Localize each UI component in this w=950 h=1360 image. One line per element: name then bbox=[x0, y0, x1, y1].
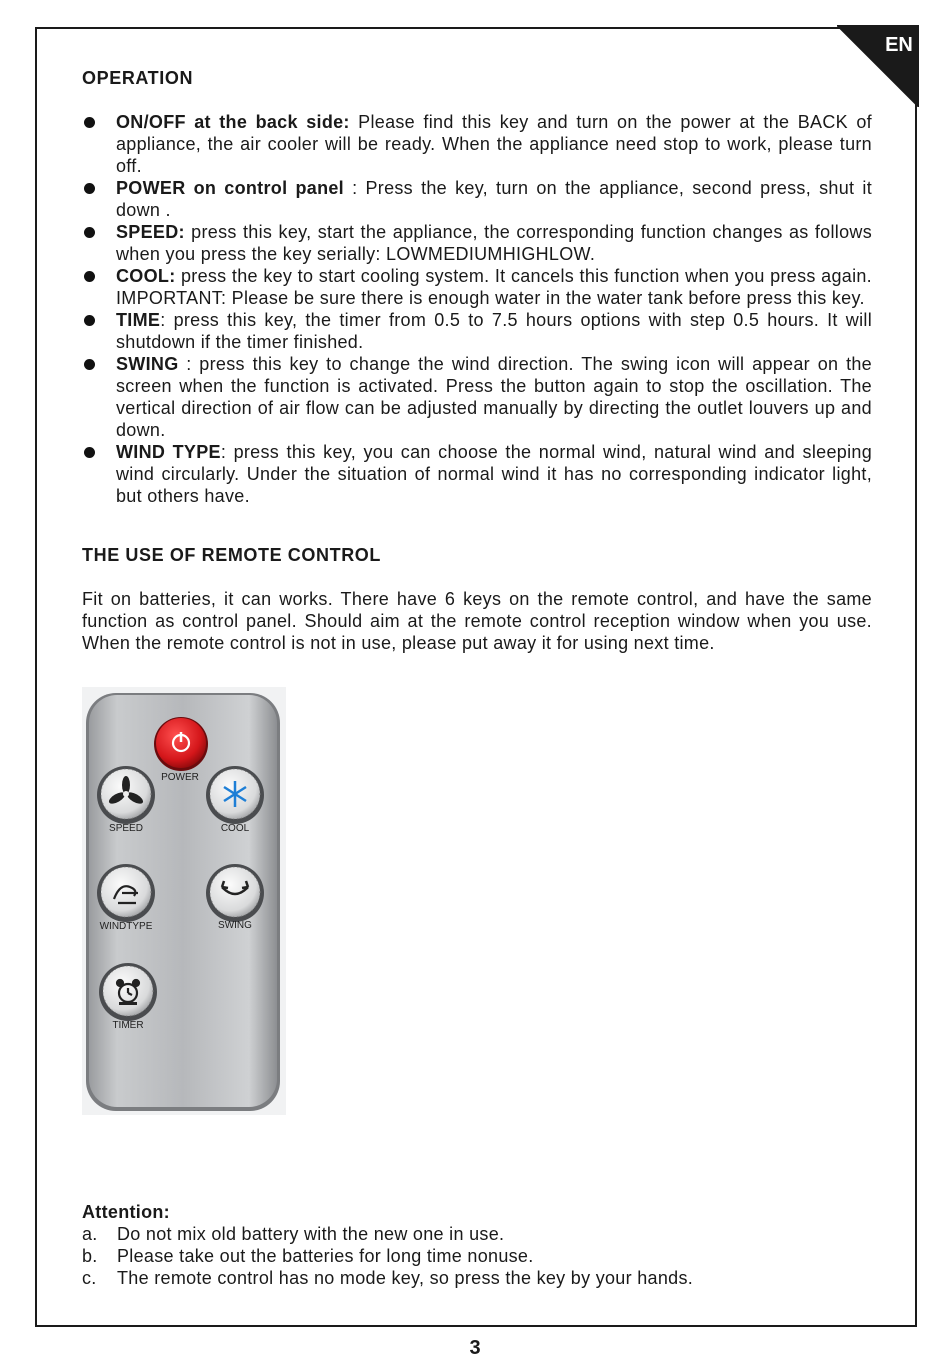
swing-button[interactable] bbox=[206, 864, 264, 922]
list-item: WIND TYPE: press this key, you can choose the normal wind, natural wind and sleeping wind circularly. Under the situation of normal wind it has no corresponding indicator light, but others have. bbox=[82, 441, 872, 507]
remote-control-photo bbox=[82, 687, 286, 1115]
remote-control-illustration bbox=[82, 687, 286, 1115]
list-item: c. The remote control has no mode key, so press the key by your hands. bbox=[82, 1268, 694, 1288]
attention-title: Attention: bbox=[82, 1202, 170, 1222]
list-item: SPEED: press this key, start the appliance, the corresponding function changes as follows when you press the key serially: LOWMEDIUMHIGHLOW. bbox=[82, 221, 872, 265]
bullet-icon bbox=[84, 447, 95, 458]
bullet-icon bbox=[84, 117, 95, 128]
page-number: 3 bbox=[469, 1337, 481, 1359]
cool-button[interactable] bbox=[206, 766, 264, 824]
bullet-icon bbox=[84, 315, 95, 326]
bullet-icon bbox=[84, 227, 95, 238]
list-item: POWER on control panel : Press the key, turn on the appliance, second press, shut it down . bbox=[82, 177, 872, 221]
attention-block bbox=[82, 1201, 872, 1289]
bullet-icon bbox=[84, 183, 95, 194]
timer-button[interactable] bbox=[99, 963, 157, 1021]
list-item: SWING : press this key to change the wind direction. The swing icon will appear on the screen when the function is activated. Press the button again to stop the oscillation. The vertical direction of air flow can be adjusted manually by directing the outlet louvers up and down. bbox=[82, 353, 872, 441]
remote-control-heading: THE USE OF REMOTE CONTROL bbox=[82, 545, 382, 565]
language-label: EN bbox=[885, 34, 913, 56]
power-label: POWER bbox=[161, 772, 199, 783]
list-item: TIME: press this key, the timer from 0.5 to 7.5 hours options with step 0.5 hours. It will shutdown if the timer finished. bbox=[82, 309, 872, 353]
power-button[interactable] bbox=[154, 717, 208, 771]
list-item: COOL: press the key to start cooling system. It cancels this function when you press again. IMPORTANT: Please be sure there is enough water in the water tank before press this key. bbox=[82, 265, 872, 309]
windtype-label: WINDTYPE bbox=[99, 921, 153, 932]
timer-label: TIMER bbox=[112, 1020, 144, 1031]
speed-label: SPEED bbox=[109, 823, 143, 834]
windtype-button[interactable] bbox=[97, 864, 155, 922]
list-item: b. Please take out the batteries for long time nonuse. bbox=[82, 1246, 534, 1266]
operation-heading: OPERATION bbox=[82, 68, 194, 88]
operation-list bbox=[82, 111, 872, 507]
remote-control-paragraph: Fit on batteries, it can works. There have 6 keys on the remote control, and have the same function as control panel. Should aim at the remote control reception window when you use. When the remote control is not in use, please put away it for using next time. bbox=[82, 589, 872, 653]
bullet-icon bbox=[84, 359, 95, 370]
bullet-icon bbox=[84, 271, 95, 282]
speed-button[interactable] bbox=[97, 766, 155, 824]
cool-label: COOL bbox=[220, 823, 250, 834]
main-content bbox=[82, 68, 872, 1115]
list-item: ON/OFF at the back side: Please find this key and turn on the power at the BACK of appliance, the air cooler will be ready. When the appliance need stop to work, please turn off. bbox=[82, 111, 872, 177]
swing-label: SWING bbox=[218, 920, 252, 931]
list-item: a. Do not mix old battery with the new one in use. bbox=[82, 1224, 505, 1244]
